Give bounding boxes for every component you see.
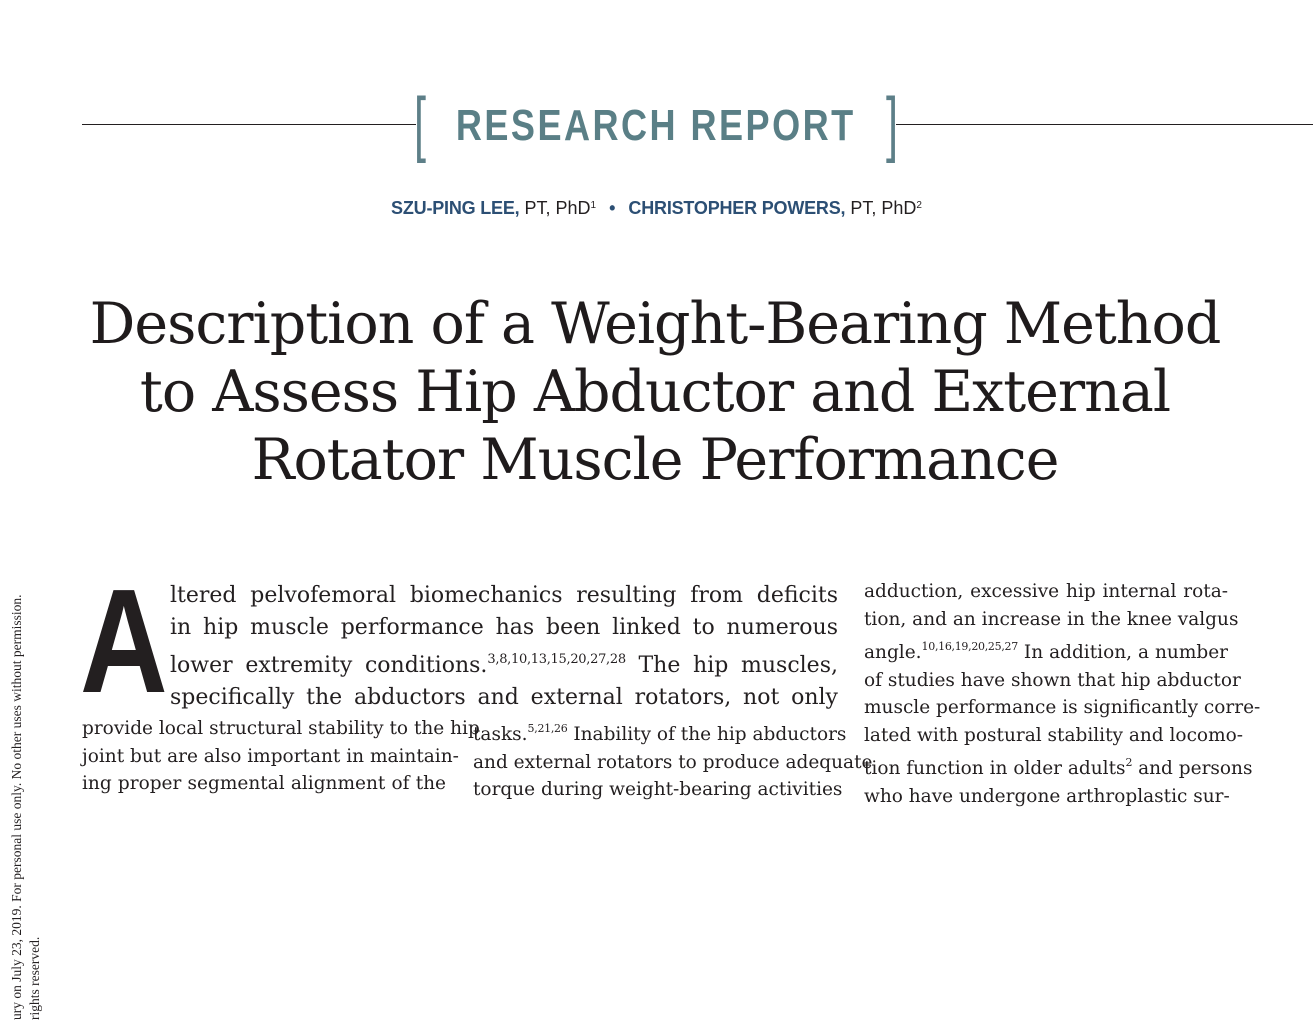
author-line (0, 198, 1313, 219)
author-credentials: PT, PhD (850, 198, 917, 218)
text-line (473, 715, 847, 749)
citation-ref: 10,16,19,20,25,27 (921, 640, 1018, 653)
body-text: In addition, a number (1017, 642, 1228, 663)
lead-line: in hip muscle performance has been linked to numerous (170, 615, 838, 640)
citation-ref: 3,8,10,13,15,20,27,28 (487, 652, 626, 667)
author-credentials: PT, PhD (524, 198, 591, 218)
author-affiliation: 2 (916, 200, 922, 211)
body-text: and persons (1132, 758, 1253, 779)
column-middle (473, 715, 873, 804)
bracket-open: [ (414, 84, 427, 164)
body-text: angle. (864, 642, 922, 663)
lead-text: The hip muscles, (625, 653, 838, 678)
text-line (864, 749, 1253, 783)
text-line: lated with postural stability and locomo- (864, 724, 1243, 746)
body-text: tasks. (473, 724, 528, 745)
text-line: ing proper segmental alignment of the (82, 773, 446, 794)
author-name: CHRISTOPHER POWERS, (628, 198, 846, 218)
section-label (412, 86, 900, 162)
header-rule-left (82, 124, 416, 125)
text-line: and external rotators to produce adequate (473, 751, 873, 773)
text-line: torque during weight-bearing activities (473, 779, 843, 800)
lead-paragraph (170, 580, 838, 714)
lead-text: lower extremity conditions. (170, 653, 488, 678)
title-line-1: Description of a Weight-Bearing Method (89, 291, 1221, 357)
lead-line (170, 644, 838, 682)
section-label-text: RESEARCH REPORT (456, 101, 856, 150)
body-text: tion function in older adults (864, 758, 1126, 779)
citation-ref: 2 (1125, 756, 1133, 769)
author-separator: • (609, 198, 616, 218)
side-note-line-2: rights reserved. (27, 936, 42, 1020)
column-right (864, 578, 1261, 810)
text-line: tion, and an increase in the knee valgus (864, 608, 1239, 630)
side-note-line-1: ury on July 23, 2019. For personal use only. No other uses without permission. (9, 594, 24, 1020)
text-line: muscle performance is significantly corre- (864, 697, 1261, 718)
text-line: who have undergone arthroplastic sur- (864, 785, 1230, 807)
bracket-close: ] (885, 84, 898, 164)
text-line: joint but are also important in maintain- (82, 745, 459, 767)
author-name: SZU-PING LEE, (391, 198, 520, 218)
title-line-2: to Assess Hip Abductor and External (139, 359, 1171, 425)
text-line: of studies have shown that hip abductor (864, 669, 1241, 691)
citation-ref: 5,21,26 (527, 722, 568, 735)
header-rule-right (896, 124, 1313, 125)
column-left (82, 715, 480, 798)
text-line (864, 633, 1228, 667)
drop-cap: A (80, 559, 168, 724)
body-text: Inability of the hip abductors (567, 724, 847, 745)
lead-line: specifically the abductors and external rotators, not only (170, 685, 838, 710)
text-line: adduction, excessive hip internal rota- (864, 581, 1228, 602)
author-affiliation: 1 (590, 200, 597, 211)
text-line: provide local structural stability to the hip (82, 718, 480, 739)
article-title (0, 290, 1310, 494)
title-line-3: Rotator Muscle Performance (251, 427, 1059, 493)
lead-line: ltered pelvofemoral biomechanics resulting from deficits (170, 583, 838, 608)
